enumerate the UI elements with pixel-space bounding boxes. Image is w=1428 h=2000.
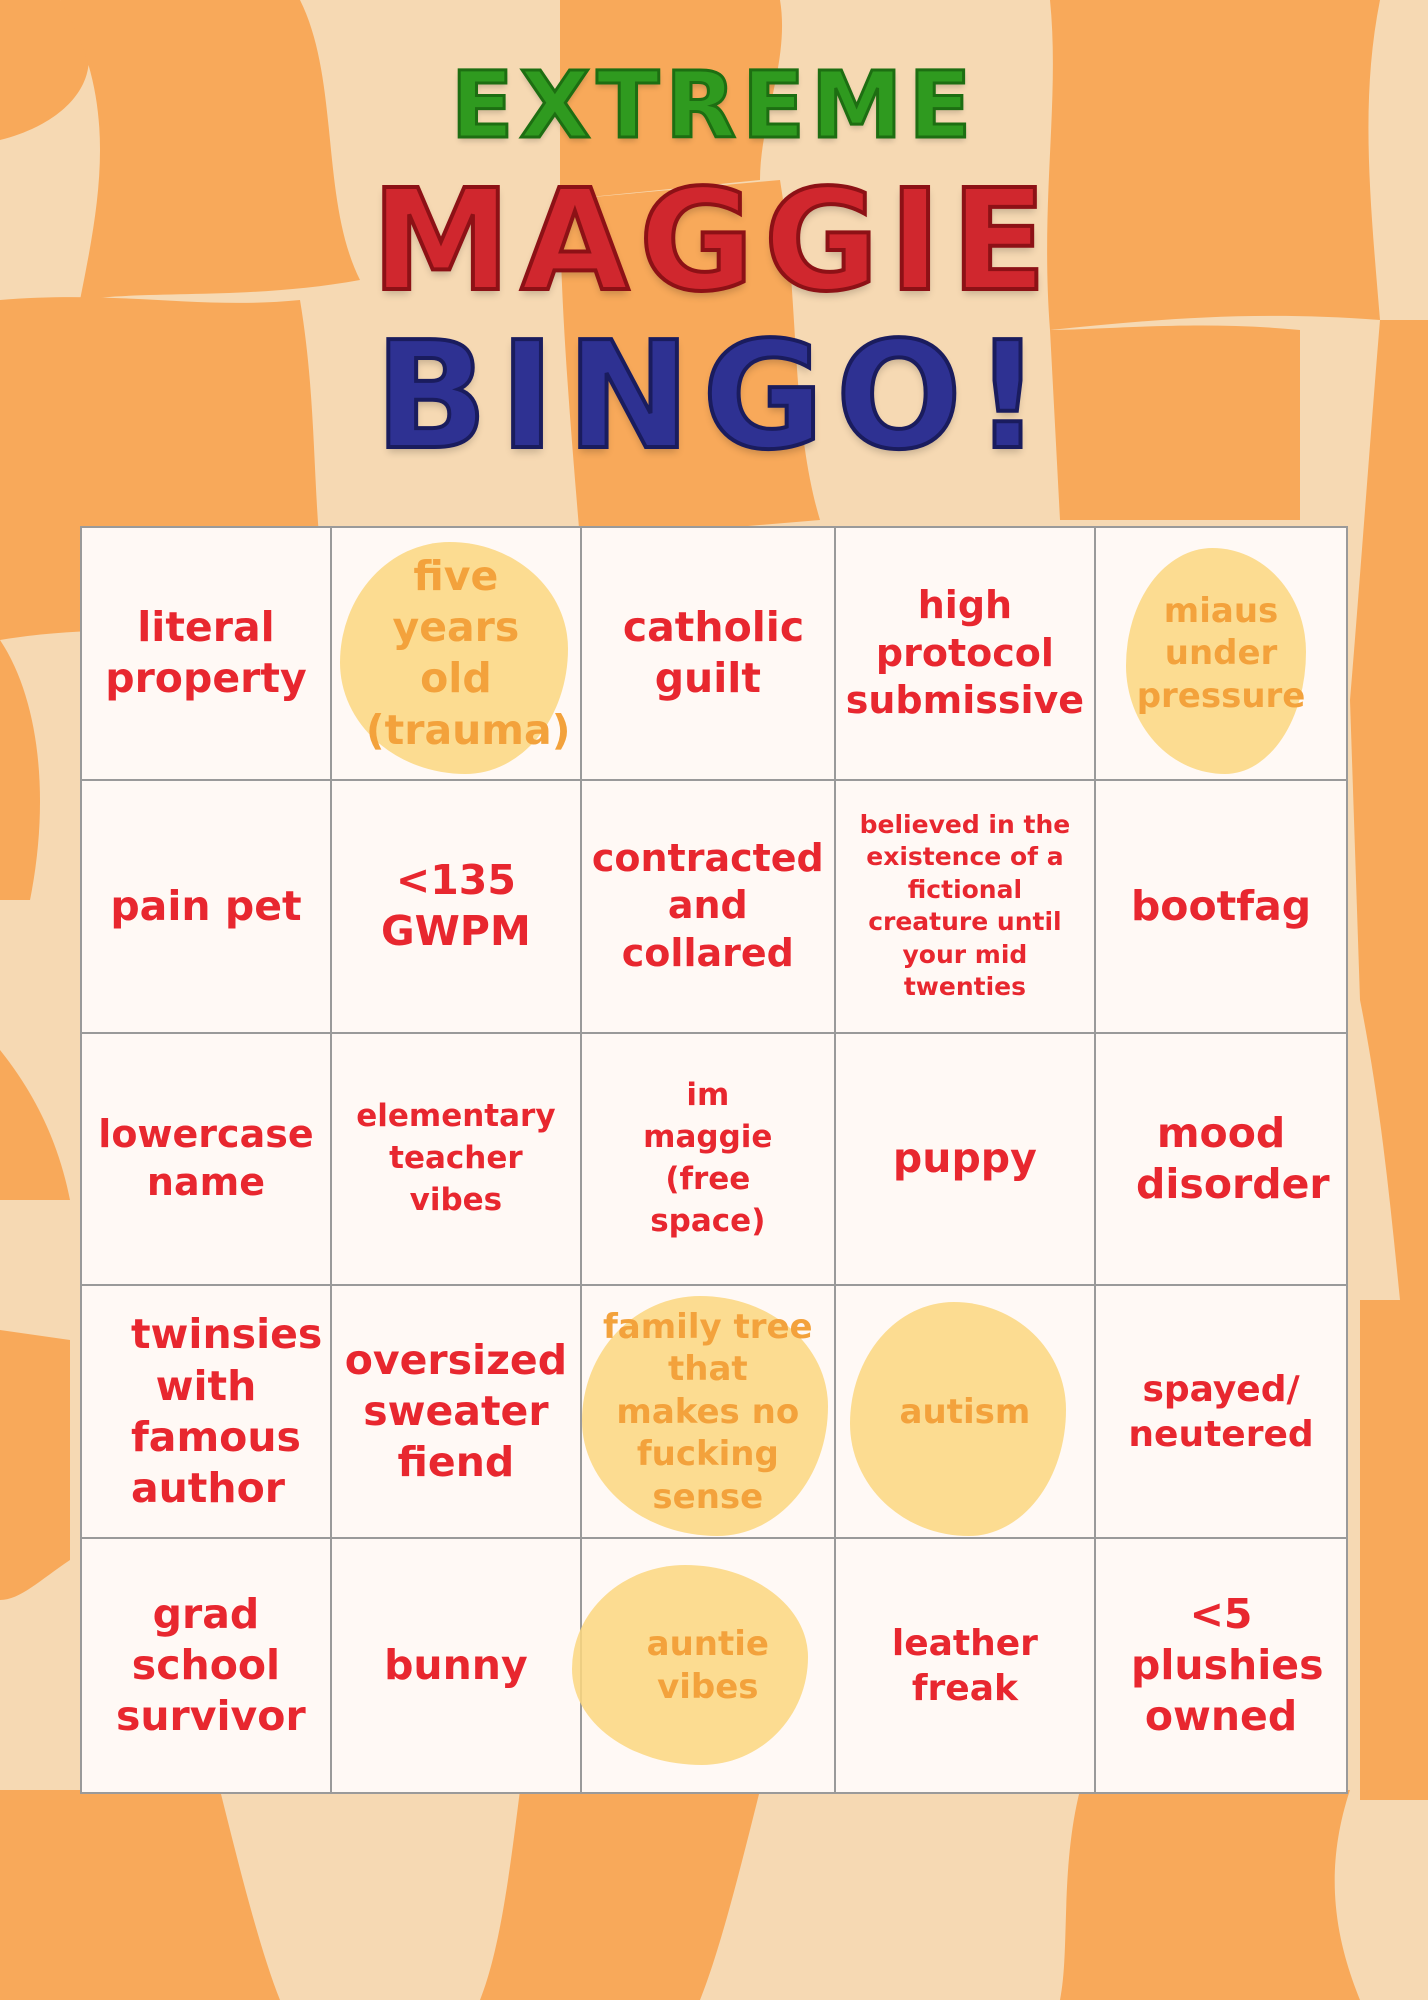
cell-label: autism [899, 1391, 1031, 1432]
bingo-cell[interactable] [332, 1539, 582, 1792]
cell-label: miaus under pressure [1136, 590, 1306, 716]
bingo-cell[interactable] [82, 1286, 332, 1539]
title-bingo: BINGO! [374, 310, 1054, 482]
bingo-cell[interactable] [582, 528, 836, 781]
bingo-cell[interactable] [1096, 1539, 1346, 1792]
cell-label: puppy [892, 1134, 1037, 1183]
cell-label: bootfag [1130, 881, 1312, 930]
bingo-cell[interactable] [836, 1539, 1096, 1792]
cell-label: lowercase name [98, 1112, 314, 1204]
cell-label: leather freak [891, 1622, 1038, 1709]
bingo-cell-marked[interactable] [582, 1286, 836, 1539]
cell-label: im maggie (free space) [643, 1077, 773, 1239]
cell-label: elementary teacher vibes [356, 1098, 556, 1218]
bingo-cell[interactable] [82, 1034, 332, 1287]
title-extreme: EXTREME [450, 52, 978, 159]
cell-label: five years old (trauma) [365, 551, 571, 754]
cell-label: high protocol submissive [845, 583, 1085, 723]
bingo-cell-marked[interactable] [1096, 528, 1346, 781]
bingo-cell-marked[interactable] [332, 528, 582, 781]
bingo-cell[interactable] [82, 528, 332, 781]
cell-label: believed in the existence of a fictional creature until your mid twenties [859, 809, 1071, 1002]
bingo-cell[interactable] [1096, 1034, 1346, 1287]
bingo-cell[interactable] [836, 781, 1096, 1034]
bingo-cell[interactable] [582, 781, 836, 1034]
bingo-cell-marked[interactable] [836, 1286, 1096, 1539]
cell-label: bunny [384, 1640, 528, 1689]
cell-label: mood disorder [1136, 1108, 1330, 1208]
bingo-cell[interactable] [82, 1539, 332, 1792]
bingo-cell[interactable] [1096, 781, 1346, 1034]
bingo-cell[interactable] [836, 528, 1096, 781]
bingo-cell-free-space[interactable] [582, 1034, 836, 1287]
cell-label: contracted and collared [591, 835, 824, 975]
cell-label: pain pet [110, 881, 302, 930]
bingo-cell[interactable] [82, 781, 332, 1034]
cell-label: catholic guilt [622, 603, 805, 703]
bingo-cell[interactable] [332, 1034, 582, 1287]
cell-label: <135 GWPM [381, 855, 531, 956]
bingo-cell[interactable] [1096, 1286, 1346, 1539]
bingo-cell[interactable] [332, 781, 582, 1034]
cell-label: spayed/ neutered [1128, 1368, 1314, 1455]
cell-label: oversized sweater fiend [344, 1335, 568, 1487]
bingo-card [80, 526, 1348, 1794]
cell-label: <5 plushies owned [1131, 1589, 1324, 1741]
bingo-cell-marked[interactable] [582, 1539, 836, 1792]
cell-label: grad school survivor [115, 1589, 306, 1741]
cell-label: family tree that makes no fucking sense [603, 1306, 813, 1517]
bingo-cell[interactable] [836, 1034, 1096, 1287]
cell-label: literal property [105, 603, 307, 703]
title-maggie: MAGGIE [371, 160, 1057, 323]
cell-label: twinsies with famous author [130, 1310, 323, 1513]
bingo-cell[interactable] [332, 1286, 582, 1539]
cell-label: auntie vibes [646, 1624, 769, 1707]
